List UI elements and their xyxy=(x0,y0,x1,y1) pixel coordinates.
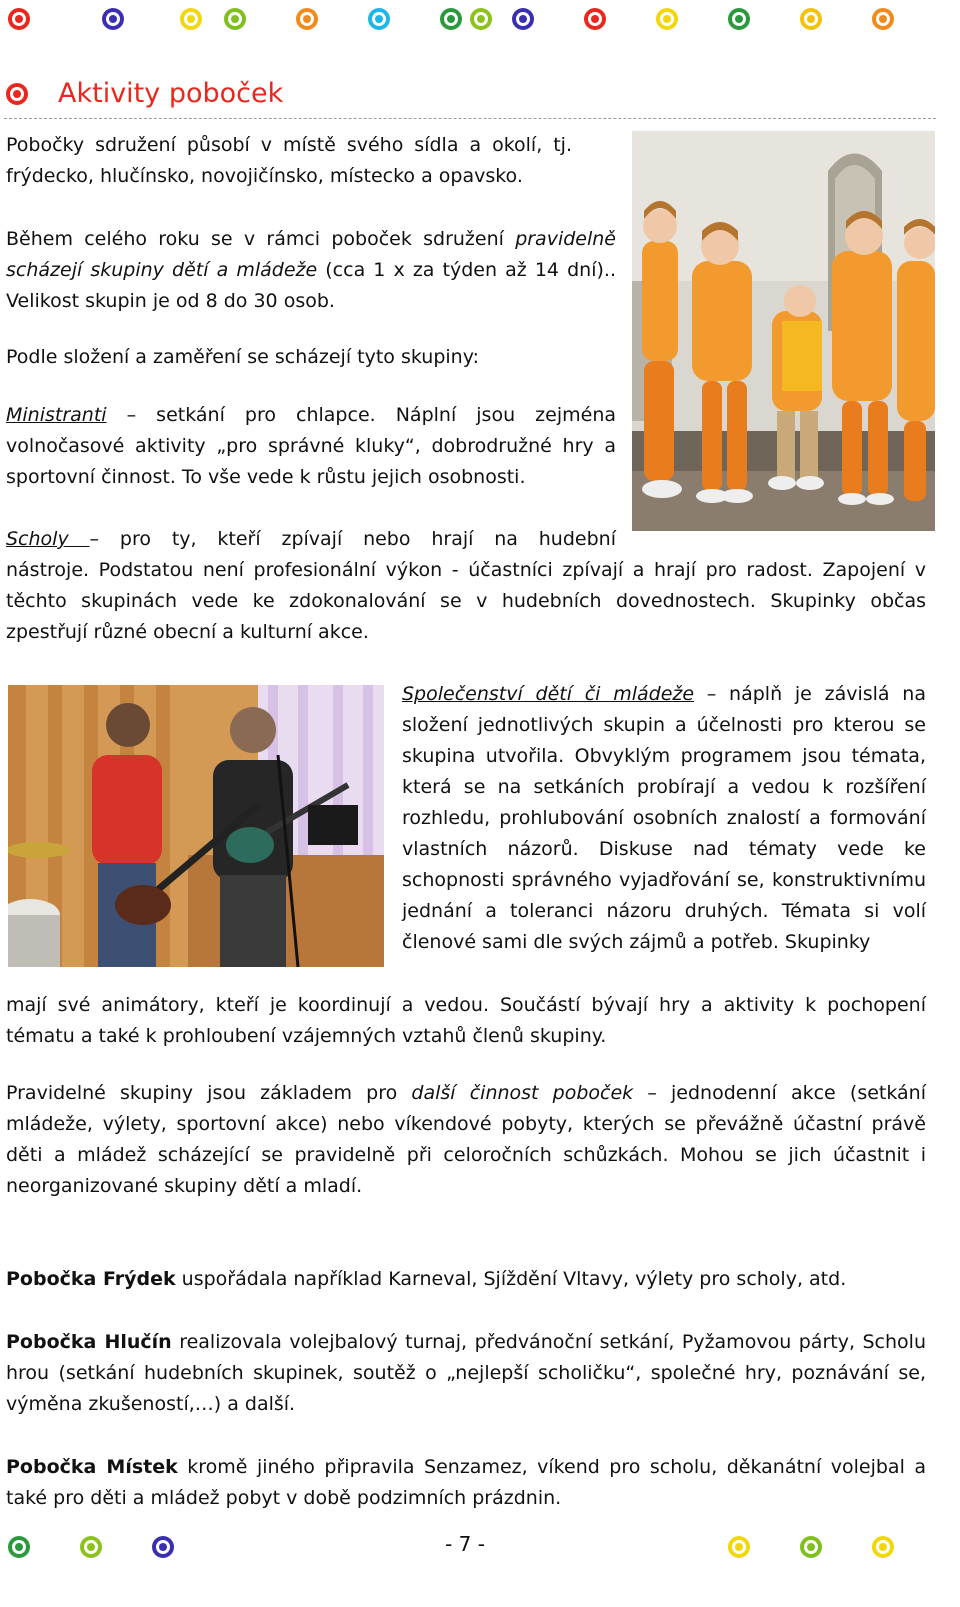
header-dot-row xyxy=(0,8,960,38)
target-dot-icon xyxy=(872,8,894,30)
photo-guitar-players xyxy=(8,685,384,967)
target-dot-icon xyxy=(8,8,30,30)
dalsi-cinnost-paragraph: Pravidelné skupiny jsou základem pro další činnost poboček – jednodenní akce (setkání mládeže, výlety, sportovní akce) nebo víkendové pobyty, kterých se převážně účastní právě děti a mládež scházející se pravidelně při celoročních schůzkách. Mohou se jich účastnit i neorganizované skupiny dětí a mladí. xyxy=(6,1082,926,1197)
target-dot-icon xyxy=(102,8,124,30)
target-dot-icon xyxy=(470,8,492,30)
spolecenstvi-paragraph-continued: mají své animátory, kteří je koordinují a vedou. Součástí bývají hry a aktivity k pochopení tématu a také k prohloubení vzájemných vztahů členů skupiny. xyxy=(6,994,926,1047)
target-dot-icon xyxy=(368,8,390,30)
scholy-first-line: Scholy – pro ty, kteří zpívají nebo hrají na hudební xyxy=(6,528,616,550)
branch-mistek: Pobočka Místek kromě jiného připravila Senzamez, víkend pro scholu, děkanátní volejbal a také pro děti a mládež pobyt v době podzimních prázdnin. xyxy=(6,1456,926,1509)
intro-paragraph: Pobočky sdružení působí v místě svého sídla a okolí, tj. frýdecko, hlučínsko, novojičínsko, místecko a opavsko. xyxy=(6,134,572,187)
page-number: - 7 - xyxy=(445,1532,485,1556)
schedule-paragraph: Během celého roku se v rámci poboček sdružení pravidelně scházejí skupiny dětí a mládeže (cca 1 x za týden až 14 dní).. Velikost skupin je od 8 do 30 osob. xyxy=(6,228,616,312)
groups-intro: Podle složení a zaměření se scházejí tyto skupiny: xyxy=(6,346,479,368)
target-dot-icon xyxy=(224,8,246,30)
target-bullet-icon xyxy=(6,83,28,105)
page-title: Aktivity poboček xyxy=(58,78,284,109)
ministranti-paragraph: Ministranti – setkání pro chlapce. Náplní jsou zejména volnočasové aktivity „pro správné kluky“, dobrodružné hry a sportovní činnost. To vše vede k růstu jejich osobnosti. xyxy=(6,404,616,488)
target-dot-icon xyxy=(440,8,462,30)
scholy-paragraph: nástroje. Podstatou není profesionální výkon - účastníci zpívají a hrají pro radost. Zapojení v těchto skupinách vede ke zdokonalování se v hudebních dovednostech. Skupinky občas zpestřují různé obecní a kulturní akce. xyxy=(6,559,926,643)
branch-hlucin: Pobočka Hlučín realizovala volejbalový turnaj, předvánoční setkání, Pyžamovou párty, Scholu hrou (setkání hudebních skupinek, soutěž o „nejlepší scholičku“, společné hry, poznávání se, výměna zkušeností,…) a další. xyxy=(6,1331,926,1415)
target-dot-icon xyxy=(584,8,606,30)
section-heading xyxy=(6,78,283,109)
target-dot-icon xyxy=(800,8,822,30)
photo-dancing-children xyxy=(632,131,935,531)
target-dot-icon xyxy=(180,8,202,30)
branch-frydek: Pobočka Frýdek uspořádala například Karneval, Sjíždění Vltavy, výlety pro scholy, atd. xyxy=(6,1268,847,1290)
divider xyxy=(4,118,936,119)
target-dot-icon xyxy=(728,8,750,30)
target-dot-icon xyxy=(656,8,678,30)
target-dot-icon xyxy=(512,8,534,30)
target-dot-icon xyxy=(296,8,318,30)
spolecenstvi-paragraph: Společenství dětí či mládeže – náplň je závislá na složení jednotlivých skupin a účelnosti pro kterou se skupina utvořila. Obvyklým programem jsou témata, která se na setkáních probírají a vedou k rozšíření rozhledu, prohlubování osobních znalostí a formování vlastních názorů. Diskuse nad tématy vede ke schopnosti správného vyjadřování se, konstruktivnímu jednání a toleranci názoru druhých. Témata si volí členové sami dle svých zájmů a potřeb. Skupinky xyxy=(402,683,926,953)
